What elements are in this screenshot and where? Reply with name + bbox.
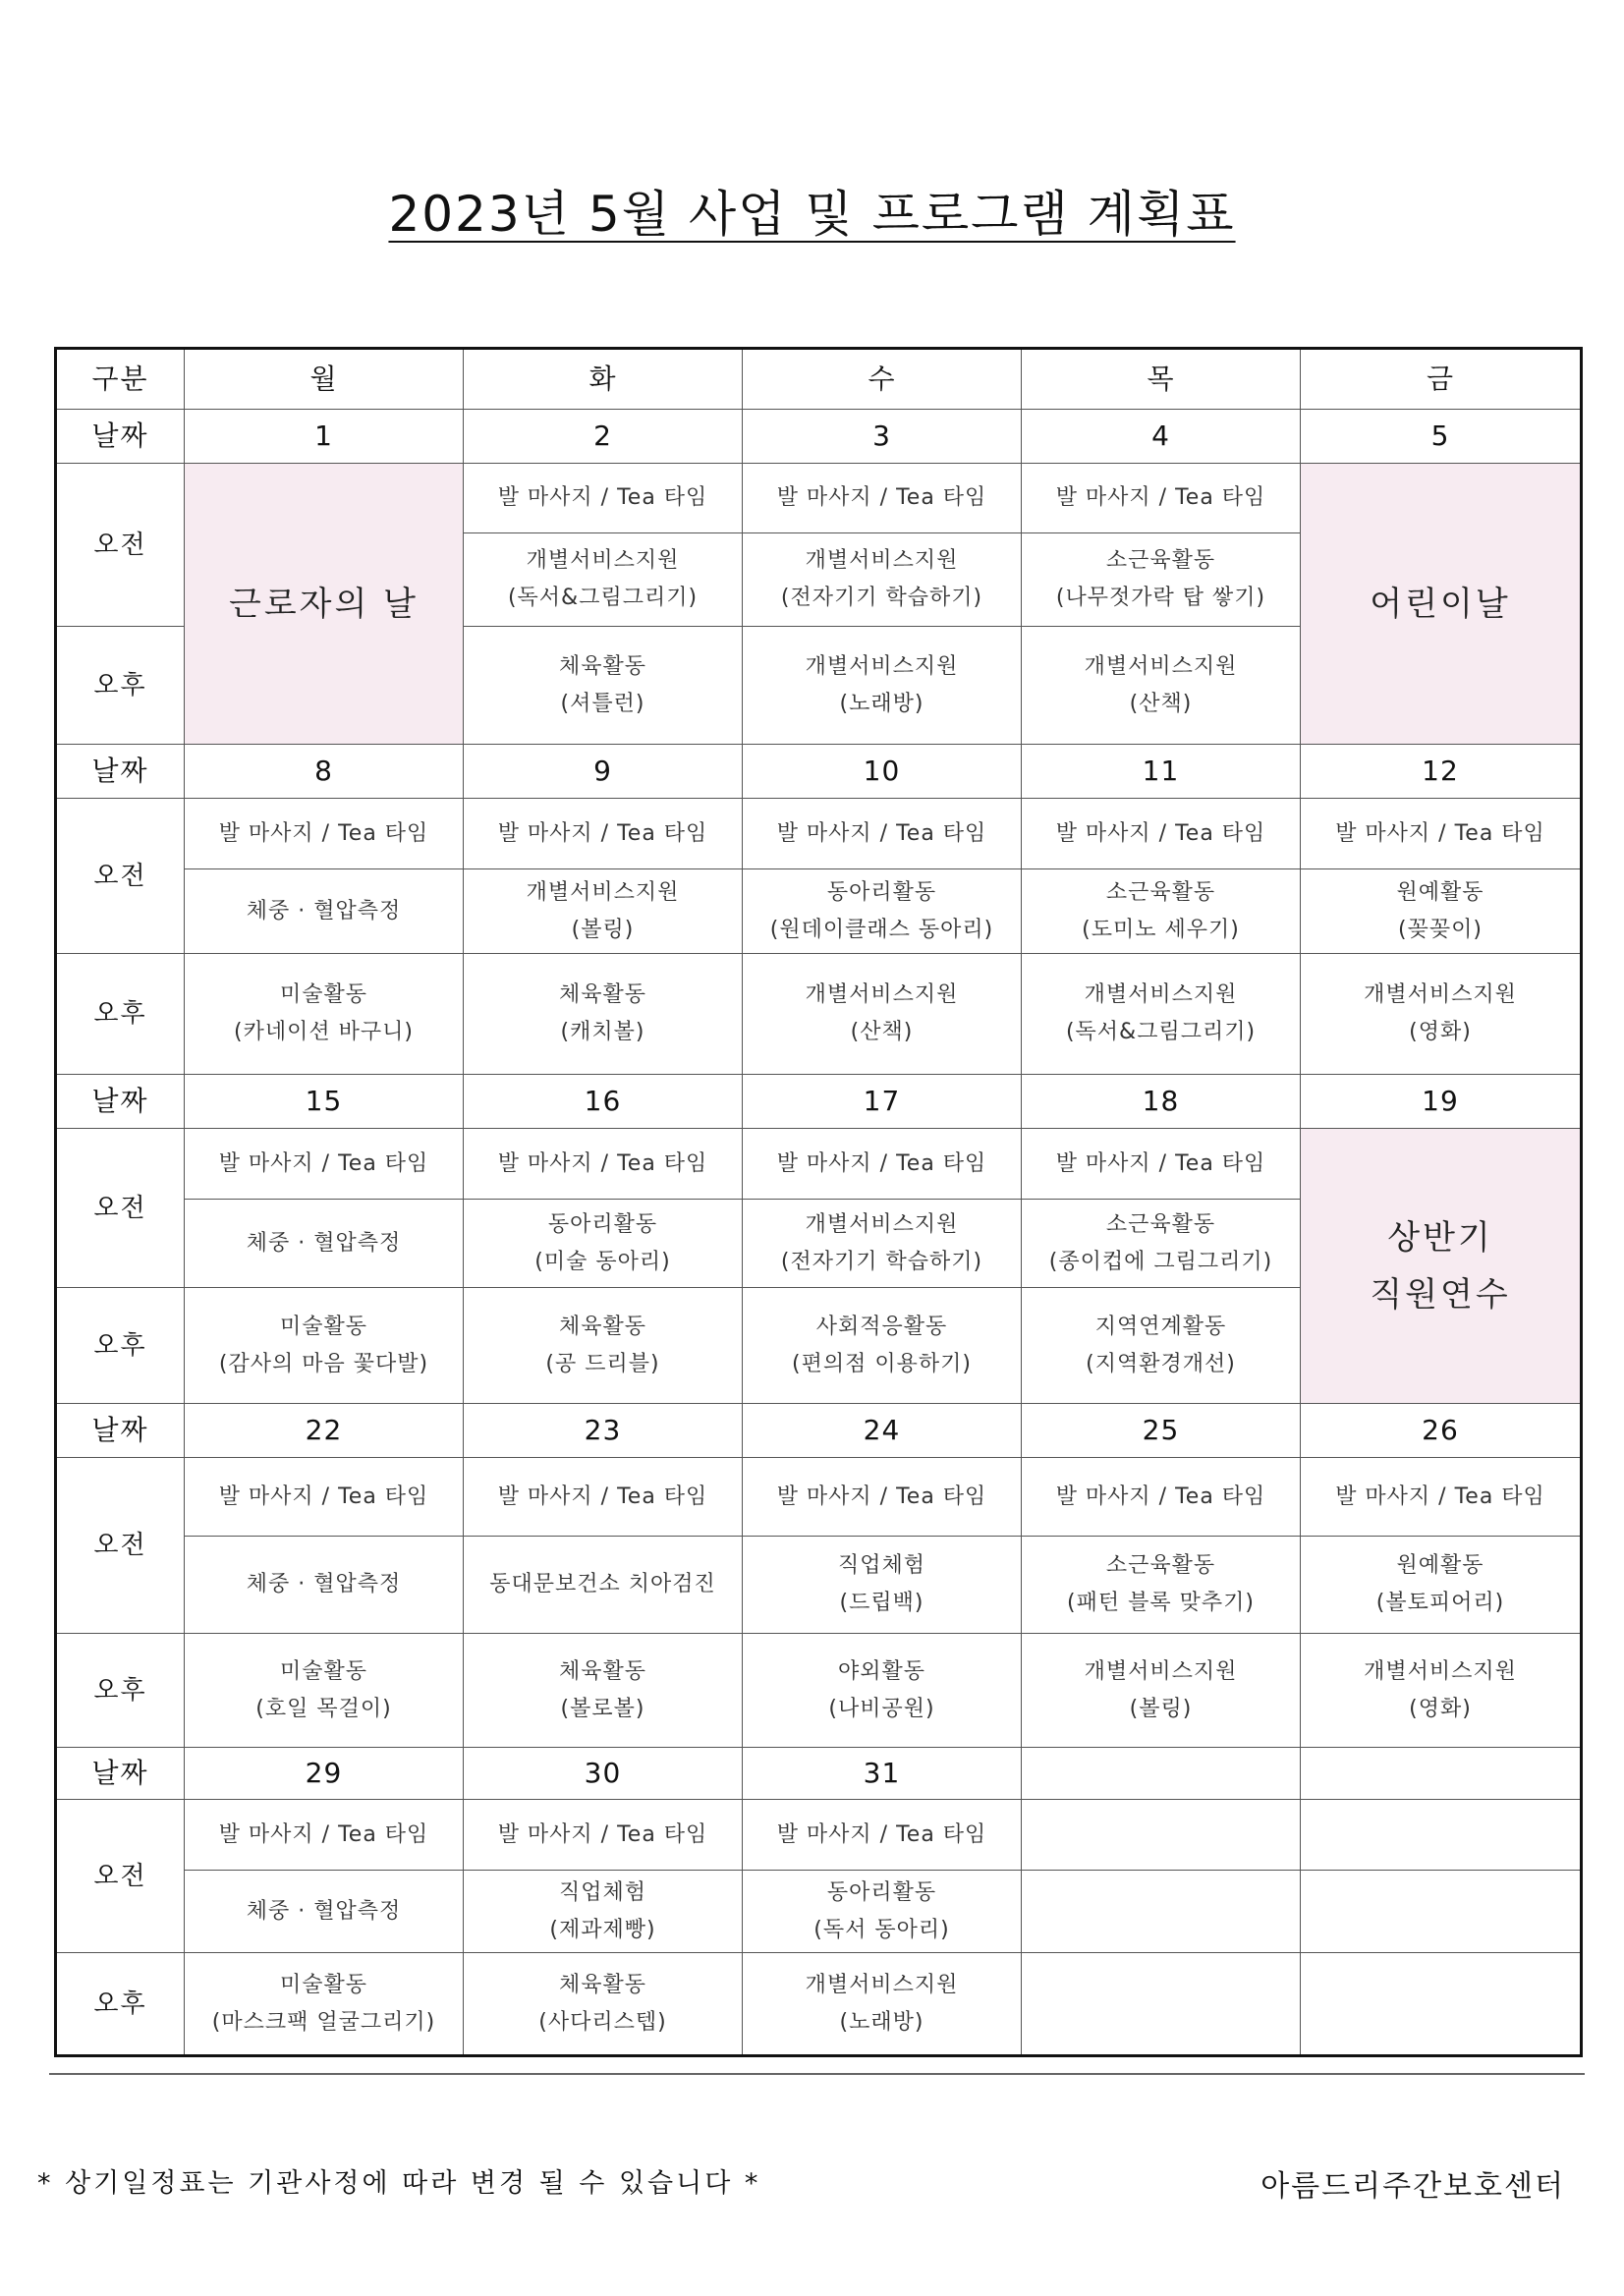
program-detail: (사다리스텝) bbox=[538, 2009, 667, 2035]
program-line: 발 마사지 / Tea 타임 bbox=[497, 820, 708, 846]
program-detail: (볼로볼) bbox=[560, 1696, 645, 1721]
program-line: 소근육활동 bbox=[1105, 879, 1216, 905]
program-line: 체육활동 bbox=[558, 1658, 646, 1684]
program-cell bbox=[464, 1953, 743, 2056]
program-detail: (산책) bbox=[1129, 691, 1193, 716]
program-line: 체중 · 혈압측정 bbox=[246, 1572, 402, 1596]
program-line: 지역연계활동 bbox=[1094, 1314, 1227, 1339]
program-line: 체육활동 bbox=[558, 653, 646, 679]
date-label: 날짜 bbox=[56, 745, 185, 799]
program-detail: (영화) bbox=[1409, 1696, 1472, 1721]
program-cell bbox=[743, 1129, 1022, 1200]
program-detail: (나무젓가락 탑 쌓기) bbox=[1055, 586, 1266, 610]
program-cell bbox=[743, 1537, 1022, 1634]
program-cell bbox=[185, 1871, 464, 1953]
date-cell: 5 bbox=[1301, 410, 1582, 464]
am-row bbox=[56, 1458, 1582, 1537]
program-line: 동아리활동 bbox=[547, 1211, 658, 1237]
date-cell: 15 bbox=[185, 1075, 464, 1129]
program-cell bbox=[1022, 1288, 1301, 1404]
date-cell: 12 bbox=[1301, 745, 1582, 799]
program-detail: (셔틀런) bbox=[560, 691, 645, 716]
program-detail: (원데이클래스 동아리) bbox=[769, 917, 994, 942]
program-detail: (독서&그림그리기) bbox=[1065, 1020, 1257, 1044]
program-cell bbox=[743, 464, 1022, 533]
program-cell bbox=[464, 954, 743, 1075]
program-line: 동아리활동 bbox=[826, 1879, 937, 1905]
date-cell bbox=[1022, 1748, 1301, 1800]
program-cell bbox=[1301, 869, 1582, 954]
day-header: 목 bbox=[1022, 349, 1301, 410]
program-cell bbox=[743, 799, 1022, 869]
program-line: 체육활동 bbox=[558, 1972, 646, 1997]
program-detail: (공 드리블) bbox=[545, 1351, 660, 1376]
program-detail: (호일 목걸이) bbox=[255, 1696, 392, 1721]
program-cell bbox=[1022, 1800, 1301, 1871]
program-line: 발 마사지 / Tea 타임 bbox=[1055, 820, 1266, 846]
program-line: 체중 · 혈압측정 bbox=[246, 1898, 402, 1924]
program-cell bbox=[1301, 954, 1582, 1075]
program-line: 미술활동 bbox=[279, 1314, 367, 1339]
program-line: 발 마사지 / Tea 타임 bbox=[1055, 485, 1266, 510]
program-cell bbox=[185, 1634, 464, 1748]
program-detail: (노래방) bbox=[839, 2009, 924, 2035]
pm-label: 오후 bbox=[56, 1953, 185, 2056]
am-label: 오전 bbox=[56, 1800, 185, 1953]
program-line: 개별서비스지원 bbox=[1084, 1658, 1238, 1684]
date-cell: 18 bbox=[1022, 1075, 1301, 1129]
program-cell bbox=[464, 1458, 743, 1537]
program-line: 발 마사지 / Tea 타임 bbox=[776, 820, 987, 846]
date-cell: 17 bbox=[743, 1075, 1022, 1129]
date-row bbox=[56, 1748, 1582, 1800]
date-row bbox=[56, 410, 1582, 464]
date-cell: 2 bbox=[464, 410, 743, 464]
organization-name: 아름드리주간보호센터 bbox=[1260, 2169, 1565, 2204]
pm-label: 오후 bbox=[56, 1288, 185, 1404]
program-cell bbox=[464, 869, 743, 954]
date-cell: 25 bbox=[1022, 1404, 1301, 1458]
program-line: 개별서비스지원 bbox=[526, 879, 680, 905]
program-line: 개별서비스지원 bbox=[805, 548, 959, 573]
program-cell bbox=[464, 627, 743, 745]
holiday-cell bbox=[1301, 464, 1582, 745]
special-event-text: 상반기 bbox=[1387, 1217, 1493, 1258]
program-detail: (제과제빵) bbox=[549, 1917, 656, 1942]
date-cell: 16 bbox=[464, 1075, 743, 1129]
date-row bbox=[56, 745, 1582, 799]
am-row bbox=[56, 1800, 1582, 1871]
program-detail: (종이컵에 그림그리기) bbox=[1048, 1249, 1273, 1274]
program-cell bbox=[1022, 1871, 1301, 1953]
am-label: 오전 bbox=[56, 464, 185, 627]
header-row bbox=[56, 349, 1582, 410]
date-cell: 10 bbox=[743, 745, 1022, 799]
date-cell: 8 bbox=[185, 745, 464, 799]
date-cell: 30 bbox=[464, 1748, 743, 1800]
program-cell bbox=[1022, 869, 1301, 954]
program-cell bbox=[185, 799, 464, 869]
date-row bbox=[56, 1404, 1582, 1458]
program-cell bbox=[464, 1871, 743, 1953]
holiday-text: 어린이날 bbox=[1370, 584, 1511, 624]
program-line: 발 마사지 / Tea 타임 bbox=[218, 1484, 429, 1509]
program-detail: (도미노 세우기) bbox=[1082, 917, 1240, 942]
program-line: 발 마사지 / Tea 타임 bbox=[497, 1821, 708, 1847]
program-cell bbox=[1022, 1200, 1301, 1288]
program-cell bbox=[464, 1800, 743, 1871]
program-detail: (전자기기 학습하기) bbox=[780, 1249, 983, 1274]
program-cell bbox=[743, 1953, 1022, 2056]
program-line: 개별서비스지원 bbox=[1084, 982, 1238, 1007]
pm-row bbox=[56, 1634, 1582, 1748]
program-cell bbox=[743, 1800, 1022, 1871]
program-line: 동대문보건소 치아검진 bbox=[489, 1572, 716, 1596]
program-detail: (캐치볼) bbox=[560, 1020, 645, 1044]
date-cell: 9 bbox=[464, 745, 743, 799]
program-line: 개별서비스지원 bbox=[1364, 982, 1517, 1007]
program-line: 체중 · 혈압측정 bbox=[246, 1230, 402, 1256]
program-cell bbox=[1022, 1634, 1301, 1748]
date-cell: 31 bbox=[743, 1748, 1022, 1800]
program-cell bbox=[185, 869, 464, 954]
program-cell bbox=[1301, 1537, 1582, 1634]
page-title-wrap bbox=[0, 175, 1624, 246]
special-event-text-2: 직원연수 bbox=[1370, 1274, 1511, 1315]
program-line: 발 마사지 / Tea 타임 bbox=[497, 485, 708, 510]
table-bottom-rule bbox=[49, 2073, 1585, 2075]
special-event-cell bbox=[1301, 1129, 1582, 1404]
program-cell bbox=[185, 1458, 464, 1537]
program-line: 발 마사지 / Tea 타임 bbox=[776, 485, 987, 510]
program-cell bbox=[464, 1129, 743, 1200]
program-cell bbox=[1022, 1129, 1301, 1200]
program-line: 소근육활동 bbox=[1105, 548, 1216, 573]
pm-row bbox=[56, 954, 1582, 1075]
program-cell bbox=[464, 533, 743, 627]
pm-label: 오후 bbox=[56, 627, 185, 745]
program-line: 체육활동 bbox=[558, 982, 646, 1007]
am-label: 오전 bbox=[56, 1458, 185, 1634]
day-header: 화 bbox=[464, 349, 743, 410]
program-detail: (독서&그림그리기) bbox=[507, 586, 699, 610]
program-cell bbox=[743, 954, 1022, 1075]
program-schedule-table bbox=[54, 347, 1583, 2057]
date-cell: 19 bbox=[1301, 1075, 1582, 1129]
program-cell bbox=[1301, 1634, 1582, 1748]
program-line: 체육활동 bbox=[558, 1314, 646, 1339]
program-cell bbox=[743, 1871, 1022, 1953]
program-line: 발 마사지 / Tea 타임 bbox=[1335, 1484, 1545, 1509]
program-line: 동아리활동 bbox=[826, 879, 937, 905]
program-detail: (마스크팩 얼굴그리기) bbox=[211, 2009, 436, 2035]
program-detail: (전자기기 학습하기) bbox=[780, 586, 983, 610]
program-cell bbox=[185, 1953, 464, 2056]
program-line: 체중 · 혈압측정 bbox=[246, 898, 402, 924]
program-line: 개별서비스지원 bbox=[805, 1211, 959, 1237]
program-line: 개별서비스지원 bbox=[805, 982, 959, 1007]
program-cell bbox=[464, 1537, 743, 1634]
program-cell bbox=[1301, 1800, 1582, 1871]
program-line: 발 마사지 / Tea 타임 bbox=[1055, 1150, 1266, 1176]
footer-note: * 상기일정표는 기관사정에 따라 변경 될 수 있습니다 * bbox=[37, 2168, 761, 2199]
program-cell bbox=[464, 1288, 743, 1404]
date-label: 날짜 bbox=[56, 410, 185, 464]
am-row bbox=[56, 799, 1582, 869]
program-detail: (독서 동아리) bbox=[813, 1917, 950, 1942]
program-line: 야외활동 bbox=[837, 1658, 925, 1684]
header-label: 구분 bbox=[56, 349, 185, 410]
program-cell bbox=[743, 627, 1022, 745]
program-cell bbox=[464, 1200, 743, 1288]
program-line: 발 마사지 / Tea 타임 bbox=[497, 1150, 708, 1176]
program-line: 미술활동 bbox=[279, 1658, 367, 1684]
am-label: 오전 bbox=[56, 1129, 185, 1288]
date-row bbox=[56, 1075, 1582, 1129]
program-cell bbox=[1301, 799, 1582, 869]
program-detail: (산책) bbox=[850, 1020, 914, 1044]
am-label: 오전 bbox=[56, 799, 185, 954]
day-header: 금 bbox=[1301, 349, 1582, 410]
am-row bbox=[56, 464, 1582, 533]
program-cell bbox=[1022, 533, 1301, 627]
date-label: 날짜 bbox=[56, 1748, 185, 1800]
am-row bbox=[56, 1129, 1582, 1200]
date-label: 날짜 bbox=[56, 1404, 185, 1458]
program-line: 원예활동 bbox=[1396, 879, 1484, 905]
program-line: 미술활동 bbox=[279, 1972, 367, 1997]
date-cell bbox=[1301, 1748, 1582, 1800]
program-cell bbox=[1301, 1953, 1582, 2056]
program-line: 개별서비스지원 bbox=[1364, 1658, 1517, 1684]
program-cell bbox=[185, 1129, 464, 1200]
program-line: 발 마사지 / Tea 타임 bbox=[1335, 820, 1545, 846]
program-line: 개별서비스지원 bbox=[805, 1972, 959, 1997]
program-line: 소근육활동 bbox=[1105, 1553, 1216, 1578]
date-cell: 23 bbox=[464, 1404, 743, 1458]
program-cell bbox=[1022, 627, 1301, 745]
program-detail: (감사의 마음 꽃다발) bbox=[218, 1351, 429, 1376]
program-cell bbox=[185, 1800, 464, 1871]
program-line: 소근육활동 bbox=[1105, 1211, 1216, 1237]
program-cell bbox=[464, 799, 743, 869]
program-line: 발 마사지 / Tea 타임 bbox=[497, 1484, 708, 1509]
program-detail: (카네이션 바구니) bbox=[234, 1020, 414, 1044]
program-detail: (볼링) bbox=[571, 917, 635, 942]
holiday-text: 근로자의 날 bbox=[228, 584, 420, 624]
program-detail: (나비공원) bbox=[828, 1696, 935, 1721]
program-line: 직업체험 bbox=[837, 1553, 925, 1578]
date-label: 날짜 bbox=[56, 1075, 185, 1129]
program-cell bbox=[743, 1458, 1022, 1537]
program-cell bbox=[1022, 1458, 1301, 1537]
page-title: 2023년 5월 사업 및 프로그램 계획표 bbox=[388, 186, 1236, 243]
am-row bbox=[56, 1871, 1582, 1953]
pm-label: 오후 bbox=[56, 954, 185, 1075]
program-line: 발 마사지 / Tea 타임 bbox=[218, 820, 429, 846]
program-detail: (미술 동아리) bbox=[534, 1249, 671, 1274]
program-detail: (드립백) bbox=[839, 1591, 924, 1615]
program-cell bbox=[1301, 1871, 1582, 1953]
program-cell bbox=[743, 1200, 1022, 1288]
program-line: 발 마사지 / Tea 타임 bbox=[776, 1484, 987, 1509]
program-line: 개별서비스지원 bbox=[526, 548, 680, 573]
date-cell: 1 bbox=[185, 410, 464, 464]
program-line: 원예활동 bbox=[1396, 1553, 1484, 1578]
program-cell bbox=[464, 1634, 743, 1748]
date-cell: 4 bbox=[1022, 410, 1301, 464]
program-detail: (노래방) bbox=[839, 691, 924, 716]
program-detail: (패턴 블록 맞추기) bbox=[1067, 1591, 1255, 1615]
date-cell: 22 bbox=[185, 1404, 464, 1458]
program-cell bbox=[185, 1288, 464, 1404]
pm-row bbox=[56, 1953, 1582, 2056]
program-line: 발 마사지 / Tea 타임 bbox=[776, 1150, 987, 1176]
program-detail: (편의점 이용하기) bbox=[792, 1351, 972, 1376]
program-line: 사회적응활동 bbox=[815, 1314, 948, 1339]
date-cell: 11 bbox=[1022, 745, 1301, 799]
program-line: 미술활동 bbox=[279, 982, 367, 1007]
program-line: 발 마사지 / Tea 타임 bbox=[218, 1150, 429, 1176]
am-row bbox=[56, 869, 1582, 954]
program-cell bbox=[743, 1634, 1022, 1748]
program-line: 발 마사지 / Tea 타임 bbox=[1055, 1484, 1266, 1509]
program-line: 개별서비스지원 bbox=[1084, 653, 1238, 679]
day-header: 월 bbox=[185, 349, 464, 410]
program-detail: (꽂꽂이) bbox=[1398, 917, 1483, 942]
program-detail: (영화) bbox=[1409, 1020, 1472, 1044]
date-cell: 3 bbox=[743, 410, 1022, 464]
program-cell bbox=[1022, 799, 1301, 869]
holiday-cell bbox=[185, 464, 464, 745]
program-detail: (볼링) bbox=[1129, 1696, 1193, 1721]
program-cell bbox=[185, 1200, 464, 1288]
day-header: 수 bbox=[743, 349, 1022, 410]
program-cell bbox=[1022, 1953, 1301, 2056]
program-line: 직업체험 bbox=[558, 1879, 646, 1905]
date-cell: 29 bbox=[185, 1748, 464, 1800]
program-cell bbox=[1022, 464, 1301, 533]
date-cell: 26 bbox=[1301, 1404, 1582, 1458]
date-cell: 24 bbox=[743, 1404, 1022, 1458]
program-cell bbox=[464, 464, 743, 533]
pm-label: 오후 bbox=[56, 1634, 185, 1748]
program-detail: (지역환경개선) bbox=[1086, 1351, 1236, 1376]
program-cell bbox=[743, 533, 1022, 627]
program-cell bbox=[185, 1537, 464, 1634]
program-cell bbox=[743, 1288, 1022, 1404]
program-cell bbox=[185, 954, 464, 1075]
program-cell bbox=[1022, 954, 1301, 1075]
program-line: 발 마사지 / Tea 타임 bbox=[776, 1821, 987, 1847]
program-line: 개별서비스지원 bbox=[805, 653, 959, 679]
program-line: 발 마사지 / Tea 타임 bbox=[218, 1821, 429, 1847]
program-cell bbox=[1301, 1458, 1582, 1537]
program-detail: (볼토피어리) bbox=[1375, 1591, 1505, 1615]
program-cell bbox=[1022, 1537, 1301, 1634]
program-cell bbox=[743, 869, 1022, 954]
am-row bbox=[56, 1537, 1582, 1634]
